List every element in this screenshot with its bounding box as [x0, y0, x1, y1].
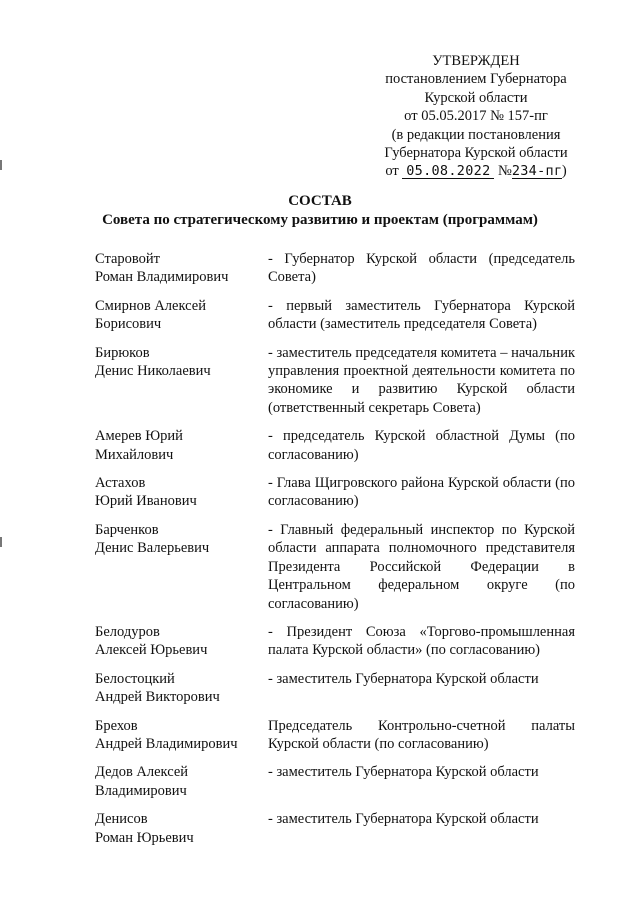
member-row — [95, 623, 575, 660]
member-name: Астахов Юрий Иванович — [95, 475, 197, 510]
approval-line: (в редакции постановления — [391, 126, 561, 143]
scan-edge-mark — [0, 160, 2, 170]
revision-line — [352, 162, 600, 180]
member-name: Барченков Денис Валерьевич — [95, 521, 210, 557]
member-role: - заместитель Губернатора Курской области — [268, 764, 539, 781]
member-row — [95, 810, 575, 847]
member-row — [95, 521, 575, 613]
members-list — [95, 250, 575, 857]
member-name: Старовойт Роман Владимирович — [95, 251, 229, 286]
approval-line: Губернатора Курской области — [384, 145, 568, 162]
member-role: - Главный федеральный инспектор по Курской области аппарата полномочного представителя Президента Российской Федерации в Центральном федеральном округе (по согласованию) — [268, 521, 575, 612]
member-role: Председатель Контрольно-счетной палаты Курской области (по согласованию) — [268, 717, 575, 752]
member-name: Амерев Юрий Михайлович — [95, 428, 183, 463]
member-row — [95, 427, 575, 464]
member-name: Белодуров Алексей Юрьевич — [95, 623, 208, 659]
member-role: - Президент Союза «Торгово-промышленная палата Курской области» (по согласованию) — [268, 623, 575, 659]
member-name: Белостоцкий Андрей Викторович — [95, 670, 220, 706]
member-role: - заместитель Губернатора Курской области — [268, 811, 539, 828]
member-name: Дедов Алексей Владимирович — [95, 764, 189, 799]
member-role: - Губернатор Курской области (председатель Совета) — [268, 251, 575, 286]
member-row — [95, 344, 575, 418]
member-row — [95, 763, 575, 800]
revision-number: 234-пг — [511, 163, 563, 180]
member-row — [95, 670, 575, 707]
member-row — [95, 717, 575, 754]
member-row — [95, 297, 575, 334]
approval-line: от 05.05.2017 № 157-пг — [404, 108, 548, 125]
revision-close: ) — [561, 163, 567, 180]
member-name: Брехов Андрей Владимирович — [95, 717, 238, 752]
title-subheading: Совета по стратегическому развитию и проектам (программам) — [102, 212, 538, 228]
revision-number-sign: № — [497, 163, 512, 180]
document-title — [0, 192, 640, 230]
member-row — [95, 250, 575, 287]
member-name: Смирнов Алексей Борисович — [95, 297, 206, 333]
member-role: - первый заместитель Губернатора Курской области (заместитель председателя Совета) — [268, 297, 575, 333]
approval-stamp — [352, 52, 600, 181]
member-role: - заместитель Губернатора Курской области — [268, 670, 539, 687]
member-name: Денисов Роман Юрьевич — [95, 811, 194, 846]
member-name: Бирюков Денис Николаевич — [95, 344, 211, 380]
approval-line: постановлением Губернатора — [385, 71, 567, 88]
member-role: - заместитель председателя комитета – начальник управления проектной деятельности комитета по экономике и развитию Курской области (ответственный секретарь Совета) — [268, 344, 575, 416]
approval-line: Курской области — [424, 89, 528, 106]
scan-edge-mark — [0, 537, 2, 547]
revision-prefix: от — [385, 163, 399, 180]
member-role: - Глава Щигровского района Курской области (по согласованию) — [268, 475, 575, 510]
title-heading: СОСТАВ — [288, 193, 352, 209]
member-role: - председатель Курской областной Думы (по согласованию) — [268, 428, 575, 463]
member-row — [95, 474, 575, 511]
approval-line: УТВЕРЖДЕН — [432, 53, 520, 69]
revision-date: 05.08.2022 — [402, 164, 494, 179]
